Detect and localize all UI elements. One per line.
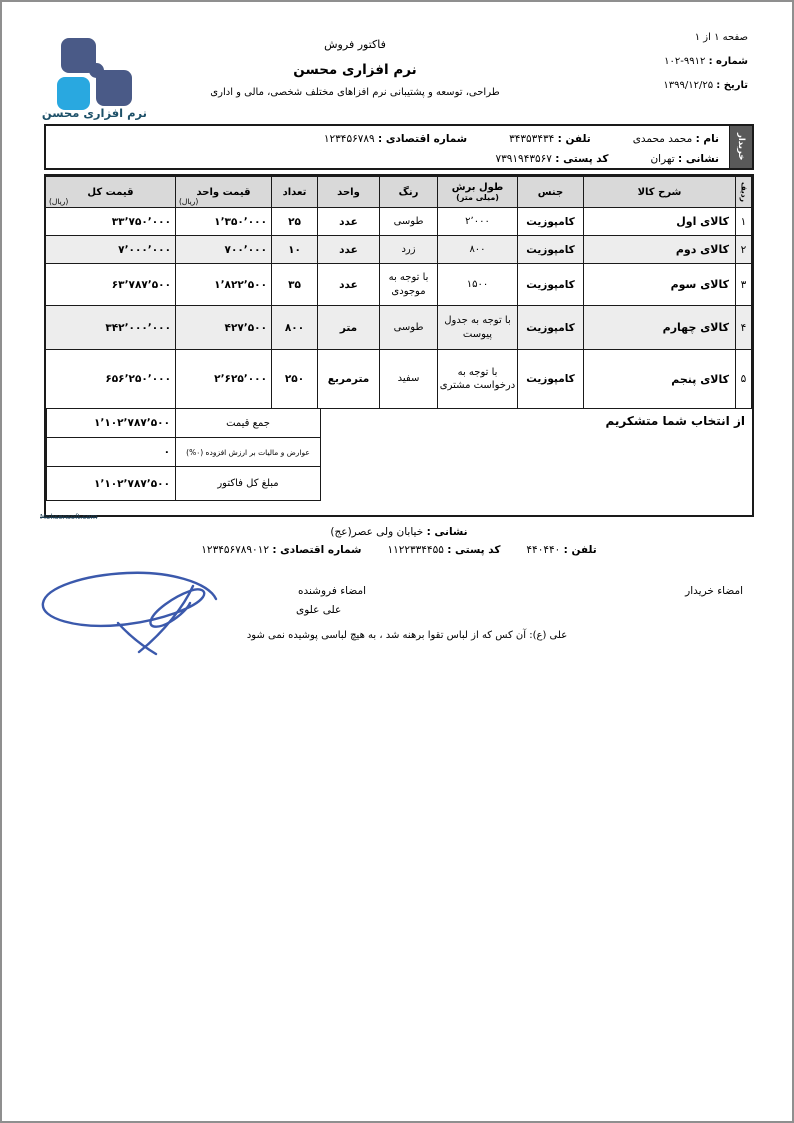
invoice-date xyxy=(663,80,748,91)
subtotal-row xyxy=(47,409,321,438)
company-subtitle: طراحی، توسعه و پشتیبانی نرم افزاهای مختلف شخصی، مالی و اداری xyxy=(210,87,500,98)
header-center xyxy=(210,38,499,98)
table-row xyxy=(46,236,752,264)
cell-unit-price: ۴۲۷٬۵۰۰ xyxy=(176,306,272,350)
cell-unit: عدد xyxy=(318,208,380,236)
seller-contact-line xyxy=(201,544,596,556)
header-description: شرح کالا xyxy=(584,177,736,208)
cell-description: کالای اول xyxy=(584,208,736,236)
buyer-line-2 xyxy=(50,149,719,169)
cell-material: کامپوزیت xyxy=(518,350,584,409)
cell-description: کالای چهارم xyxy=(584,306,736,350)
seller-phone-value: ۴۴۰۴۴۰ xyxy=(526,544,561,556)
cell-cut-length: ۲٬۰۰۰ xyxy=(438,208,518,236)
seller-address-line xyxy=(330,526,467,538)
buyer-tab-label: خریدار xyxy=(729,126,752,168)
header-color: رنگ xyxy=(380,177,438,208)
footer-quote: علی (ع): آن کس که از لباس تقوا برهنه شد ، به هیچ لباسی پوشیده نمی شود xyxy=(246,630,568,641)
cell-description: کالای سوم xyxy=(584,264,736,306)
cell-material: کامپوزیت xyxy=(518,264,584,306)
seller-address-label: نشانی : xyxy=(426,526,468,538)
cell-cut-length: ۱۵۰۰ xyxy=(438,264,518,306)
buyer-economic-label: شماره اقتصادی : xyxy=(378,133,468,145)
website-text: Mohsensoft.com xyxy=(40,513,98,521)
items-table xyxy=(45,176,752,409)
cell-cut-length: با توجه به درخواست مشتری xyxy=(438,350,518,409)
table-row xyxy=(46,264,752,306)
cell-unit-price: ۷۰۰٬۰۰۰ xyxy=(176,236,272,264)
cell-material: کامپوزیت xyxy=(518,236,584,264)
header-meta xyxy=(663,32,748,104)
buyer-box xyxy=(44,124,754,170)
cell-color: طوسی xyxy=(380,208,438,236)
buyer-line-1 xyxy=(50,129,719,149)
invoice-date-label: تاریخ : xyxy=(716,80,748,91)
cell-unit-price: ۱٬۸۲۲٬۵۰۰ xyxy=(176,264,272,306)
cell-total-price: ۳۴۲٬۰۰۰٬۰۰۰ xyxy=(46,306,176,350)
buyer-phone-label: تلفن : xyxy=(557,133,591,145)
header-material: جنس xyxy=(518,177,584,208)
seller-signature-label: امضاء فروشنده xyxy=(298,585,366,597)
grand-total-row xyxy=(47,467,321,501)
buyer-address-value: تهران xyxy=(650,153,675,165)
header-cut-length xyxy=(438,177,518,208)
cell-total-price: ۶۳٬۷۸۷٬۵۰۰ xyxy=(46,264,176,306)
cell-unit-price: ۲٬۶۲۵٬۰۰۰ xyxy=(176,350,272,409)
cell-row-no: ۲ xyxy=(736,236,752,264)
seller-signature-name: علی علوی xyxy=(296,604,342,616)
cell-color: زرد xyxy=(380,236,438,264)
cell-description: کالای دوم xyxy=(584,236,736,264)
grand-total-value: ۱٬۱۰۲٬۷۸۷٬۵۰۰ xyxy=(47,467,176,501)
table-header-row xyxy=(46,177,752,208)
seller-address-value: خیابان ولی عصر(عج) xyxy=(330,526,424,538)
summary-table xyxy=(46,408,321,501)
page-info: صفحه ۱ از ۱ xyxy=(694,32,748,43)
header-unit: واحد xyxy=(318,177,380,208)
cell-material: کامپوزیت xyxy=(518,306,584,350)
table-row xyxy=(46,350,752,409)
cell-material: کامپوزیت xyxy=(518,208,584,236)
items-box xyxy=(44,174,754,517)
invoice-date-value: ۱۳۹۹/۱۲/۲۵ xyxy=(663,80,714,91)
document-type: فاکتور فروش xyxy=(324,38,386,51)
seller-postal-value: ۱۱۲۲۳۳۴۴۵۵ xyxy=(387,544,444,556)
header-unit-price-currency: (ریال) xyxy=(179,197,199,206)
buyer-economic xyxy=(324,133,467,145)
seller-economic-label: شماره اقتصادی : xyxy=(272,544,362,556)
cell-description: کالای پنجم xyxy=(584,350,736,409)
cell-row-no: ۴ xyxy=(736,306,752,350)
cell-unit: مترمربع xyxy=(318,350,380,409)
grand-total-label: مبلغ کل فاکتور xyxy=(176,467,321,501)
invoice-number-label: شماره : xyxy=(708,56,748,67)
subtotal-value: ۱٬۱۰۲٬۷۸۷٬۵۰۰ xyxy=(47,409,176,438)
cell-unit: عدد xyxy=(318,236,380,264)
cell-row-no: ۵ xyxy=(736,350,752,409)
tax-value: ۰ xyxy=(47,438,176,467)
buyer-name xyxy=(633,133,719,145)
tax-label: عوارض و مالیات بر ارزش افزوده (۰%) xyxy=(176,438,321,467)
header-total-price-currency: (ریال) xyxy=(49,197,69,206)
logo-caption: نرم افزاری محسن xyxy=(41,106,147,120)
summary-area xyxy=(46,409,752,515)
cell-color: طوسی xyxy=(380,306,438,350)
header-quantity: تعداد xyxy=(272,177,318,208)
buyer-address xyxy=(650,153,719,165)
cell-unit: متر xyxy=(318,306,380,350)
signature-scribble xyxy=(30,566,235,656)
buyer-phone xyxy=(509,133,591,145)
cell-quantity: ۲۵ xyxy=(272,208,318,236)
cell-unit: عدد xyxy=(318,264,380,306)
table-row xyxy=(46,208,752,236)
buyer-postal-label: کد پستی : xyxy=(555,153,609,165)
subtotal-label: جمع قیمت xyxy=(176,409,321,438)
cell-color: سفید xyxy=(380,350,438,409)
cell-quantity: ۳۵ xyxy=(272,264,318,306)
buyer-content xyxy=(46,126,729,168)
header-unit-price-label: قیمت واحد xyxy=(196,186,251,198)
seller-postal xyxy=(387,544,500,556)
cell-cut-length: ۸۰۰ xyxy=(438,236,518,264)
invoice-number-value: ۹۹۱۲-۱۰۲ xyxy=(664,56,706,67)
cell-row-no: ۳ xyxy=(736,264,752,306)
buyer-postal xyxy=(496,153,609,165)
seller-postal-label: کد پستی : xyxy=(447,544,501,556)
cell-total-price: ۶۵۶٬۲۵۰٬۰۰۰ xyxy=(46,350,176,409)
thanks-message: از انتخاب شما متشکریم xyxy=(605,414,745,428)
seller-economic xyxy=(201,544,361,556)
buyer-phone-value: ۳۴۳۵۳۴۳۴ xyxy=(509,133,555,145)
table-row xyxy=(46,306,752,350)
cell-quantity: ۸۰۰ xyxy=(272,306,318,350)
buyer-name-value: محمد محمدی xyxy=(632,133,693,145)
header-unit-price xyxy=(176,177,272,208)
invoice-number xyxy=(663,56,748,67)
company-name: نرم افزاری محسن xyxy=(293,62,417,78)
cell-total-price: ۷٬۰۰۰٬۰۰۰ xyxy=(46,236,176,264)
header-row-no-label: ردیف xyxy=(739,182,749,202)
company-logo xyxy=(41,36,147,122)
seller-phone xyxy=(526,544,596,556)
buyer-address-label: نشانی : xyxy=(678,153,719,165)
buyer-name-label: نام : xyxy=(695,133,719,145)
cell-quantity: ۱۰ xyxy=(272,236,318,264)
cell-quantity: ۲۵۰ xyxy=(272,350,318,409)
header-total-price xyxy=(46,177,176,208)
logo-square-dark-bottom-icon xyxy=(96,70,132,106)
cell-color: با توجه به موجودی xyxy=(380,264,438,306)
cell-total-price: ۳۳٬۷۵۰٬۰۰۰ xyxy=(46,208,176,236)
header-total-price-label: قیمت کل xyxy=(87,186,134,198)
seller-phone-label: تلفن : xyxy=(563,544,597,556)
buyer-economic-value: ۱۲۳۴۵۶۷۸۹ xyxy=(323,133,375,145)
cell-row-no: ۱ xyxy=(736,208,752,236)
seller-economic-value: ۱۲۳۴۵۶۷۸۹۰۱۲ xyxy=(201,544,269,556)
header-cut-length-line1: طول برش xyxy=(451,182,504,193)
buyer-signature-label: امضاء خریدار xyxy=(685,585,743,597)
buyer-postal-value: ۷۳۹۱۹۴۳۵۶۷ xyxy=(495,153,552,165)
cell-cut-length: با توجه به جدول پیوست xyxy=(438,306,518,350)
header-row-no xyxy=(736,177,752,208)
header-cut-length-line2: (میلی متر) xyxy=(456,193,499,202)
tax-row xyxy=(47,438,321,467)
cell-unit-price: ۱٬۳۵۰٬۰۰۰ xyxy=(176,208,272,236)
